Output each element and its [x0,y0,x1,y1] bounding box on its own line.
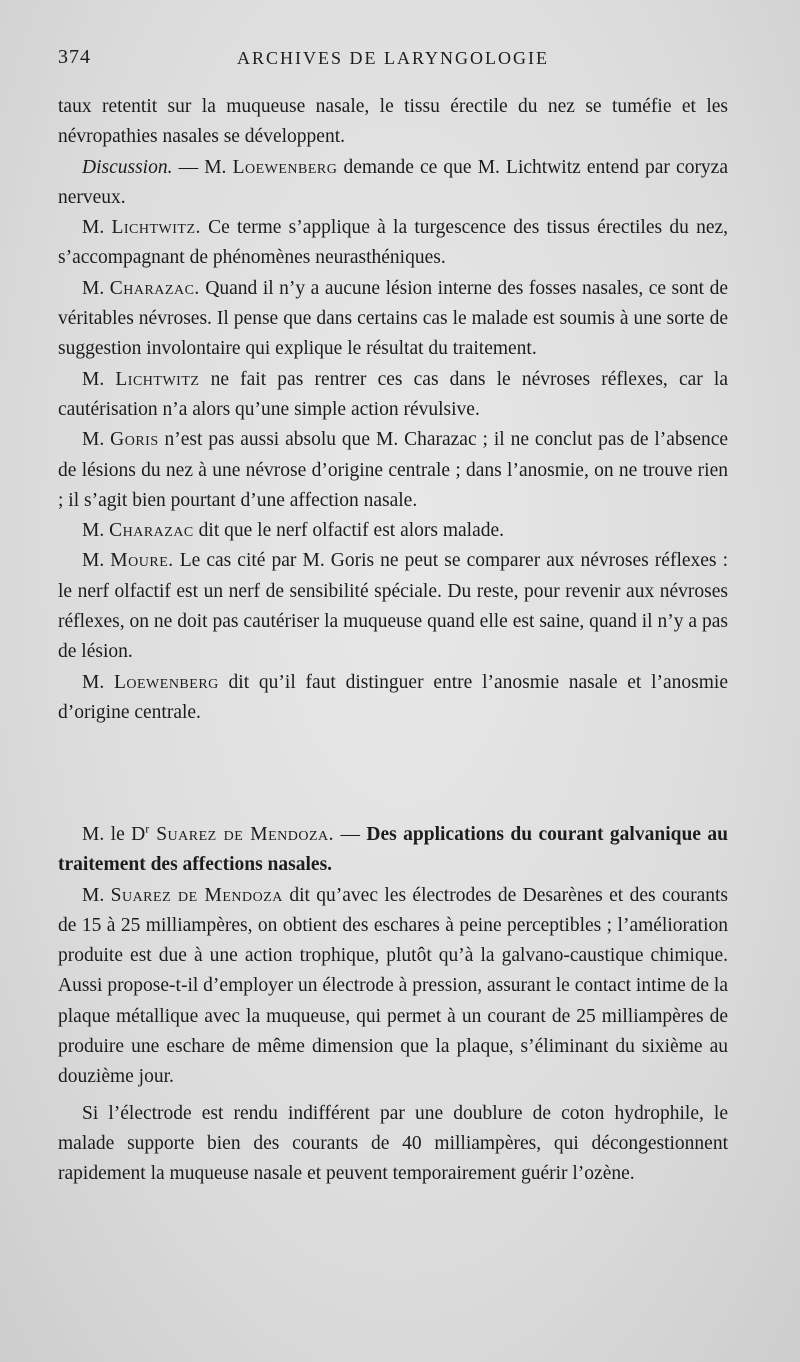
speaker-name: Suarez de Mendoza. [149,824,334,845]
text: Le cas cité par M. Goris ne peut se comparer aux névroses réflexes : le nerf olfactif est un nerf de sensibilité spéciale. Du reste, pour revenir aux névroses réflexes, on ne doit pas cautériser la muqueuse quand elle est saine, quand il n’y a pas de lésion. [58,550,728,663]
text: Ce terme s’applique à la turgescence des tissus érectiles du nez, s’accompagnant de phénomènes neurasthéniques. [58,217,728,269]
text: M. [82,884,111,906]
text: M. [82,520,110,542]
text: dit que le nerf olfactif est alors malade. [193,520,505,542]
superscript: r [145,821,150,836]
speaker-name: Loewenberg [113,671,219,693]
communication-title: Des applications du courant galvanique au traitement des affections nasales. [58,824,728,876]
speaker-name: Loewenberg [232,156,338,178]
text: n’est pas aussi absolu que M. Charazac ; il ne conclut pas de l’absence de lésions du nez à une névrose d’origine centrale ; dans l’anosmie, on ne trouve rien ; il s’agit bien pourtant d’une affection nasale. [58,429,729,511]
paragraph [58,274,728,365]
paragraph [58,213,728,274]
paragraph [58,516,728,546]
paragraph: Si l’électrode est rendu indifférent par une doublure de coton hydrophile, le malade supporte bien des courants de 40 milliampères, qui décongestionnent rapidement la muqueuse nasale et peuvent temporairement guérir l’ozène. [58,1102,728,1185]
text: M. [82,671,114,693]
speaker-name: Lichtwitz. [111,217,201,239]
speaker-name: Moure. [110,550,174,572]
paragraph [58,153,728,214]
speaker-name: Charazac [109,520,194,542]
paragraph: taux retentit sur la muqueuse nasale, le tissu érectile du nez se tuméfie et les névropathies nasales se développent. [58,96,728,148]
text: M. [82,217,112,239]
text: — [334,824,367,845]
text: M. le D [82,824,146,845]
discussion-label: Discussion. [82,156,173,178]
text: — M. [172,156,233,178]
paragraph [58,425,728,516]
communication-section [58,820,728,1190]
speaker-name: Suarez de Mendoza [110,884,283,906]
text: dit qu’avec les électrodes de Desarènes et des courants de 15 à 25 milliampères, on obtient des eschares à peine perceptibles ; l’amélioration produite est due à une action trophique, plutôt qu’à la galvano-caustique chimique. Aussi propose-t-il d’employer un électrode à pression, assurant le contact intime de la plaque métallique avec la muqueuse, qui permet à un courant de 25 milliampères de produire une eschare de même dimension que la plaque, s’éliminant du sixième au douzième jour. [58,884,729,1088]
speaker-name: Lichtwitz [115,368,200,390]
paragraph [58,546,728,667]
text: M. [82,550,111,572]
text: ne fait pas rentrer ces cas dans le névroses réflexes, car la cautérisation n’a alors qu’une simple action révulsive. [58,368,728,420]
paragraph [58,365,728,426]
speaker-name: Goris [110,429,159,451]
section-heading [58,820,728,881]
paragraph [58,668,728,729]
text: dit qu’il faut distinguer entre l’anosmie nasale et l’anosmie d’origine centrale. [58,671,728,723]
page-number: 374 [58,46,91,68]
running-title: ARCHIVES DE LARYNGOLOGIE [237,48,549,68]
text: demande ce que M. Lichtwitz entend par coryza nerveux. [58,156,728,208]
text: M. [82,429,111,451]
page-header [58,46,728,76]
speaker-name: Charazac. [109,277,200,299]
discussion-text [58,92,728,728]
text: Quand il n’y a aucune lésion interne des fosses nasales, ce sont de véritables névroses. Il pense que dans certains cas le malade est soumis à une sorte de suggestion involontaire qui explique le résultat du traitement. [58,277,728,360]
text: M. [82,277,110,299]
text: M. [82,368,116,390]
paragraph [58,881,728,1093]
